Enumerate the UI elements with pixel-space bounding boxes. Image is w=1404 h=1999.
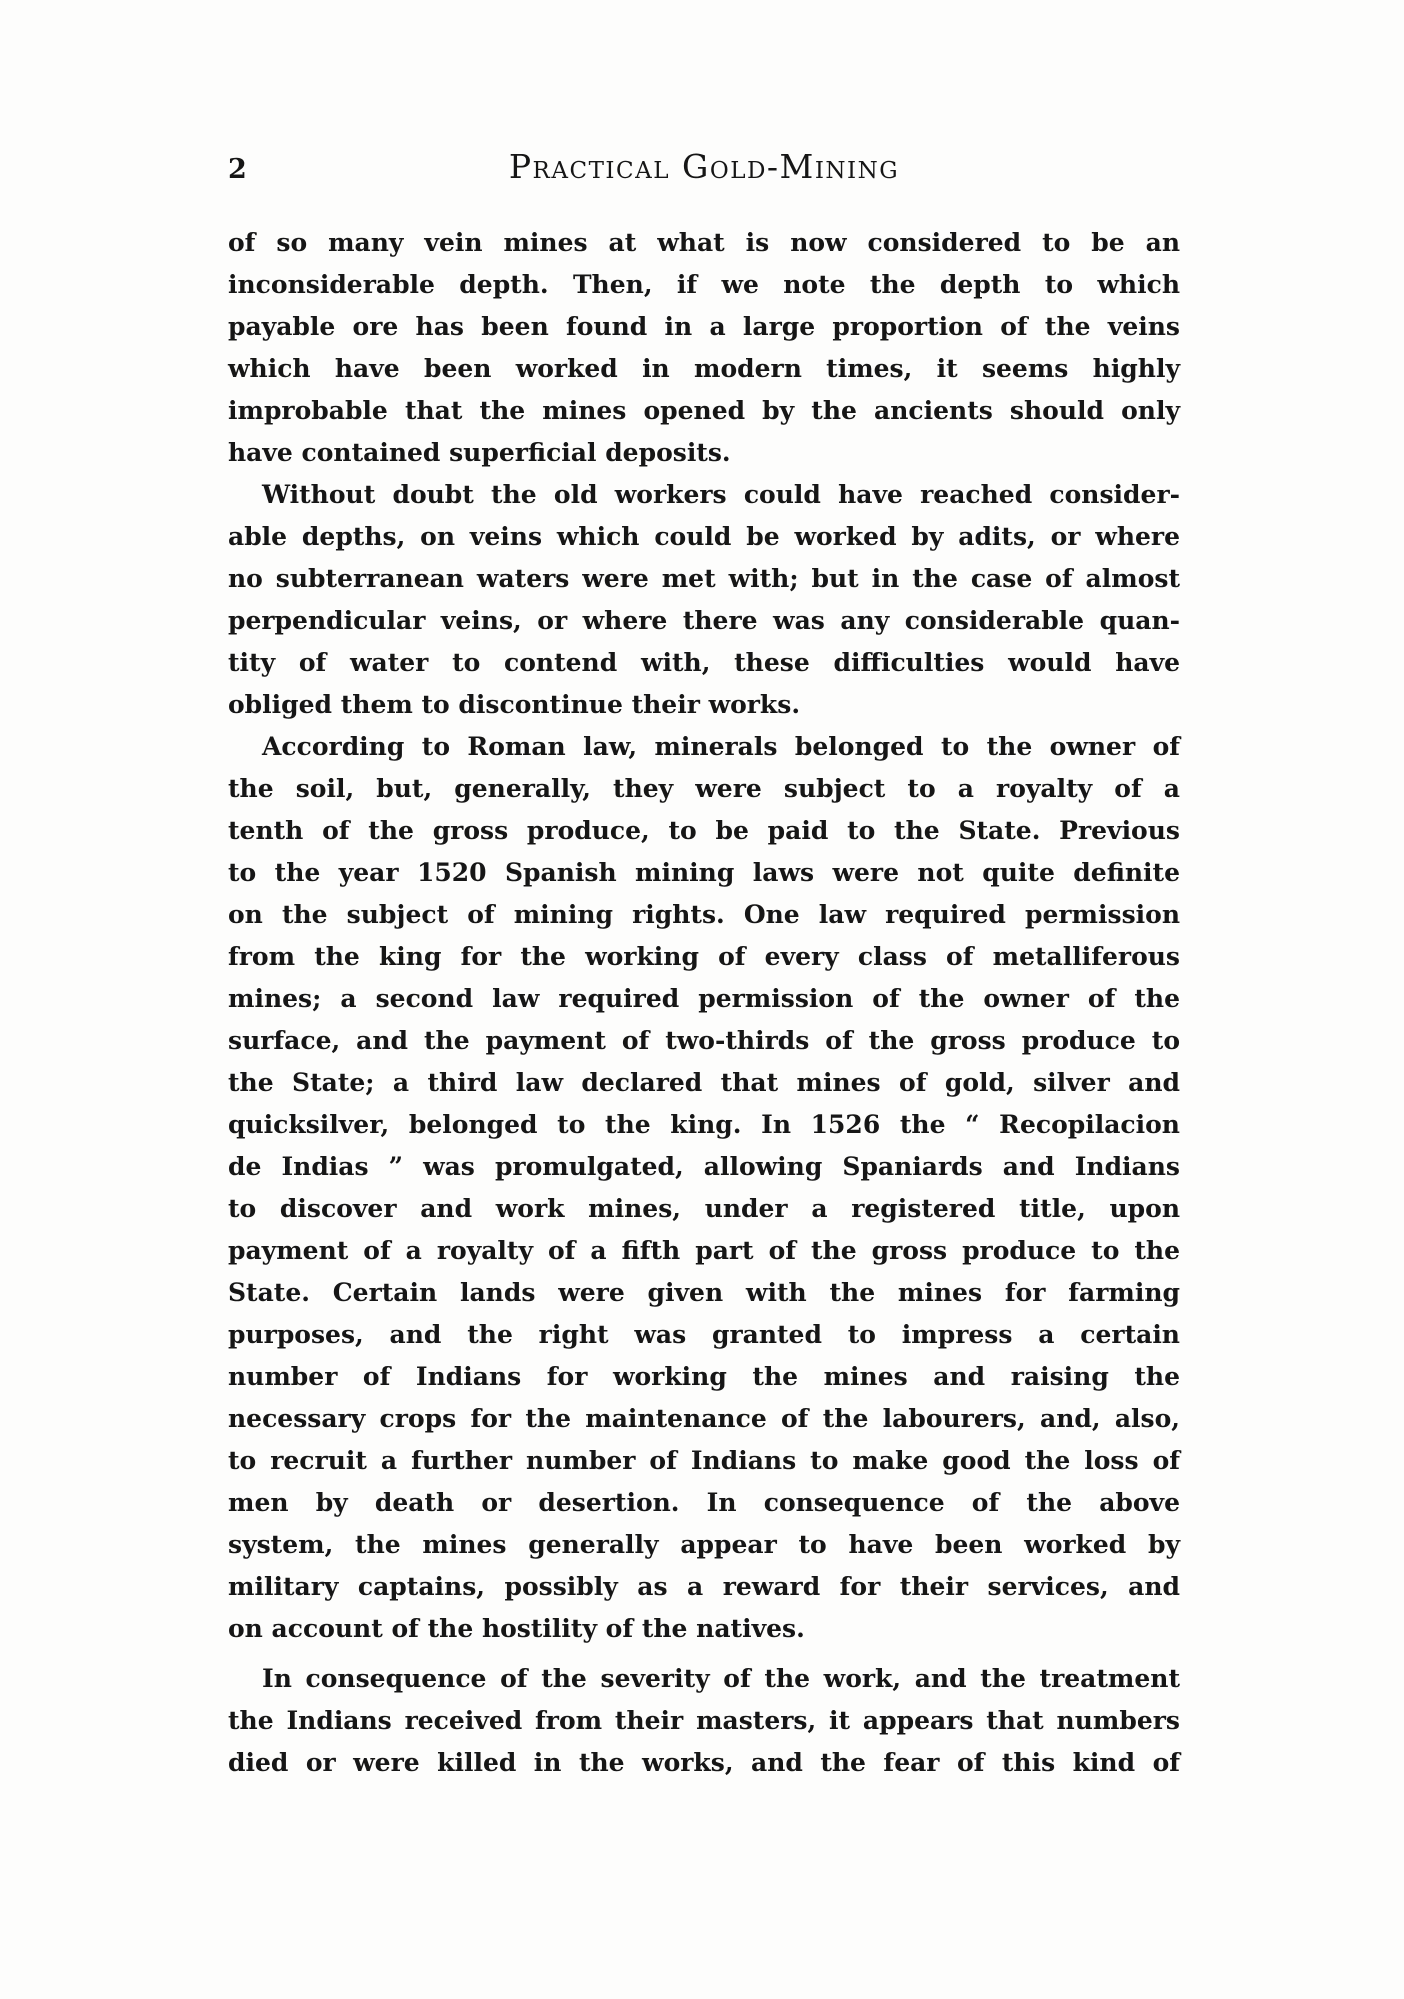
- text-line: system, the mines generally appear to have been worked by: [228, 1530, 1180, 1559]
- text-line: military captains, possibly as a reward for their services, and: [228, 1572, 1180, 1601]
- text-line: have contained superficial deposits.: [228, 438, 731, 467]
- text-line: quicksilver, belonged to the king. In 1526 the “ Recopilacion: [228, 1110, 1180, 1139]
- paragraph-3: [228, 726, 1180, 1650]
- text-line: able depths, on veins which could be worked by adits, or where: [228, 522, 1180, 551]
- text-line: from the king for the working of every class of metalliferous: [228, 942, 1180, 971]
- text-line: inconsiderable depth. Then, if we note the depth to which: [228, 270, 1180, 299]
- text-line: necessary crops for the maintenance of the labourers, and, also,: [228, 1404, 1180, 1433]
- text-line: no subterranean waters were met with; but in the case of almost: [228, 564, 1180, 593]
- text-line: payable ore has been found in a large proportion of the veins: [228, 312, 1180, 341]
- page-number: 2: [228, 154, 247, 185]
- text-line: men by death or desertion. In consequence of the above: [228, 1488, 1180, 1517]
- text-line: on account of the hostility of the natives.: [228, 1614, 805, 1643]
- text-line: number of Indians for working the mines and raising the: [228, 1362, 1180, 1391]
- text-line: improbable that the mines opened by the ancients should only: [228, 396, 1180, 425]
- text-line: the State; a third law declared that mines of gold, silver and: [228, 1068, 1180, 1097]
- text-line: the Indians received from their masters, it appears that numbers: [228, 1706, 1180, 1735]
- text-line: purposes, and the right was granted to impress a certain: [228, 1320, 1180, 1349]
- text-line: de Indias ” was promulgated, allowing Spaniards and Indians: [228, 1152, 1180, 1181]
- text-line: the soil, but, generally, they were subject to a royalty of a: [228, 774, 1180, 803]
- text-line: to the year 1520 Spanish mining laws were not quite definite: [228, 858, 1180, 887]
- body-text: [228, 222, 1180, 1784]
- paragraph-4: [228, 1658, 1180, 1784]
- text-line: to recruit a further number of Indians to make good the loss of: [228, 1446, 1180, 1475]
- text-line: mines; a second law required permission of the owner of the: [228, 984, 1180, 1013]
- text-line: Without doubt the old workers could have reached consider-: [262, 480, 1180, 509]
- paragraph-1: [228, 222, 1180, 474]
- text-line: surface, and the payment of two-thirds of the gross produce to: [228, 1026, 1180, 1055]
- text-line: tenth of the gross produce, to be paid to the State. Previous: [228, 816, 1180, 845]
- page-header: [228, 142, 1180, 198]
- text-line: payment of a royalty of a fifth part of the gross produce to the: [228, 1236, 1180, 1265]
- text-line: died or were killed in the works, and the fear of this kind of: [228, 1748, 1180, 1777]
- running-title: Practical Gold-Mining: [508, 147, 900, 186]
- text-line: perpendicular veins, or where there was any considerable quan-: [228, 606, 1180, 635]
- text-line: According to Roman law, minerals belonged to the owner of: [262, 732, 1180, 761]
- paragraph-2: [228, 474, 1180, 726]
- text-line: In consequence of the severity of the work, and the treatment: [262, 1664, 1180, 1693]
- text-line: obliged them to discontinue their works.: [228, 690, 801, 719]
- text-line: of so many vein mines at what is now considered to be an: [228, 228, 1180, 257]
- text-line: to discover and work mines, under a registered title, upon: [228, 1194, 1180, 1223]
- text-line: tity of water to contend with, these difficulties would have: [228, 648, 1180, 677]
- text-line: on the subject of mining rights. One law required permission: [228, 900, 1180, 929]
- text-line: which have been worked in modern times, it seems highly: [228, 354, 1180, 383]
- text-line: State. Certain lands were given with the mines for farming: [228, 1278, 1180, 1307]
